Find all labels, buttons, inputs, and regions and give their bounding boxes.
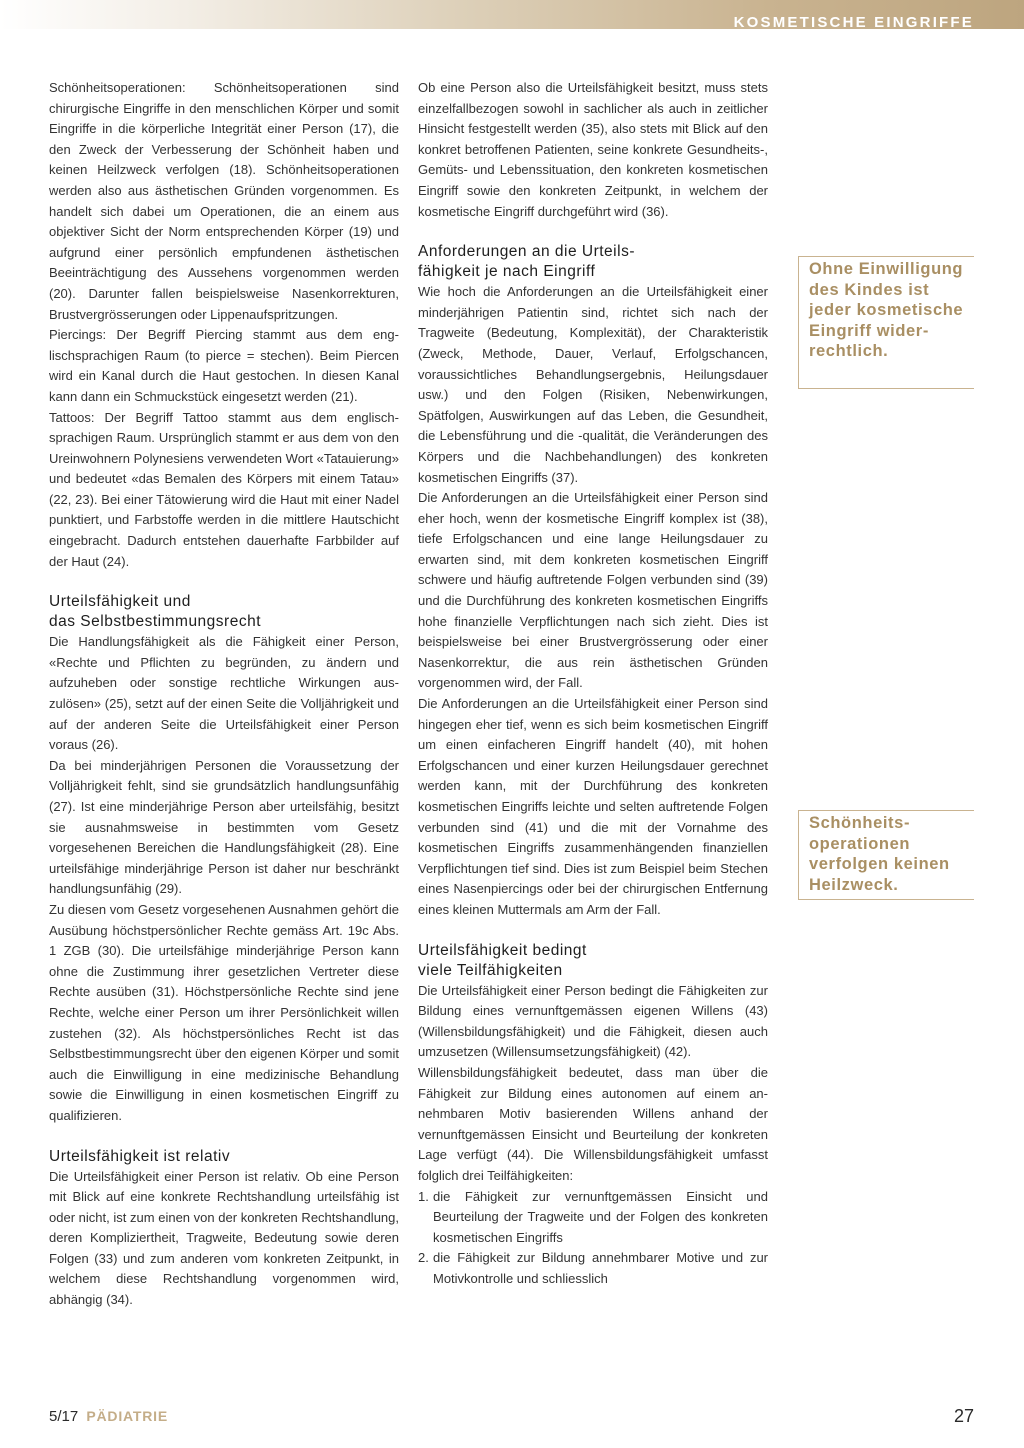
- page-number: 27: [953, 1406, 974, 1426]
- paragraph-handlungsfaehigkeit: Die Handlungsfähigkeit als die Fähigkeit einer Person, «Rechte und Pflichten zu begründen, zu ändern und aufzuheben oder sonstige rechtliche Wirkungen auszulösen» (25), setzt auf der einen Seite die Volljährigkeit und auf der anderen Seite die Urteilsfähigkeit einer Person voraus (26).: [49, 634, 399, 753]
- left-column: [49, 78, 399, 1311]
- paragraph-willensbildung: Die Urteilsfähigkeit einer Person bedingt die Fähigkeiten zur Bildung eines vernunftgemässen eigenen Willens (43) (Willensbildungsfähigkeit) und die Fähigkeit, diesen auch umzusetzen (Willensumsetzungsfähigkeit) (42).: [418, 982, 768, 1060]
- pull-quote-einwilligung: Ohne Einwilligung des Kindes ist jeder kosmetische Eingriff widerrechtlich.: [798, 256, 974, 389]
- paragraph-relativ: Die Urteilsfähigkeit einer Person ist relativ. Ob eine Person mit Blick auf eine konkrete Rechtshandlung urteilsfähig ist oder nicht, ist zum einen von der konkreten Rechtshandlung, deren Kompliziertheit, Tragweite, Bedeutung sowie deren Folgen (33) und zum anderen vom konkreten Zeitpunkt, in welchem diese Rechtshandlung vorgenommen wird, abhängig (34).: [49, 1168, 399, 1308]
- issue-number: 5/17: [49, 1408, 79, 1425]
- paragraph-willensbildungsfaehigkeit: Willensbildungsfähigkeit bedeutet, dass man über die Fähigkeit zur Bildung eines autonomen auf einem annehmbaren Motiv basierenden Willens anhand der vernunftgemässen Einsicht und Beurteilung der konkreten Lage verfügt (44). Die Willensbildungsfähigkeit umfasst folglich drei Teilfähigkeiten:: [418, 1064, 768, 1183]
- right-column: [418, 78, 768, 1289]
- paragraph-minderjaehrige: Da bei minderjährigen Personen die Voraussetzung der Volljährigkeit fehlt, sind sie grundsätzlich handlungsunfähig (27). Ist eine minderjährige Person aber urteilsfähig, besitzt sie ausnahmsweise in bestimmten vom Gesetz vorgesehenen Bereichen die Handlungsfähigkeit (28). Eine urteilsfähige minderjährige Person ist daher nur beschränkt handlungsunfähig (29).: [49, 757, 399, 897]
- section-title: KOSMETISCHE EINGRIFFE: [733, 14, 974, 31]
- pull-quote-heilzweck: Schönheitsoperationen verfolgen keinen Heilzweck.: [798, 810, 974, 900]
- heading-line: fähigkeit je nach Eingriff: [418, 263, 596, 281]
- paragraph-tragweite: Wie hoch die Anforderungen an die Urteilsfähigkeit einer minderjährigen Patientin sind, richtet sich nach der Tragweite (Bedeutung, Komplexität), der Charakteristik (Zweck, Methode, Dauer, Verlauf, Erfolgschancen, voraussichtliches Behandlungsergebnis, Heilungsdauer usw.) und den Folgen (Risiken, Nebenwirkungen, Spätfolgen, Auswirkungen auf das Leben, die Gesundheit, die Lebensführung und die -qualität, die Veränderungen des Körpers und die Nachbehandlungen) des konkreten kosmetischen Eingriffs (37).: [418, 284, 768, 485]
- list-item: [418, 1248, 768, 1289]
- heading-line: Anforderungen an die Urteils-: [418, 243, 635, 261]
- heading-anforderungen: [418, 242, 768, 282]
- paragraph-tattoos: Tattoos: Der Begriff Tattoo stammt aus dem englischsprachigen Raum. Ursprünglich stammt er aus dem von den Ureinwohnern Polynesiens verwendeten Wort «Tatauierung» und bedeutet «das Bemalen des Körpers mit einem Tatau» (22, 23). Bei einer Tätowierung wird die Haut mit einer Nadel punktiert, und Farbstoffe werden in die mittlere Hautschicht eingebracht. Dadurch entstehen dauerhafte Farbbilder auf der Haut (24).: [49, 409, 399, 569]
- heading-urteilsfaehigkeit-relativ: Urteilsfähigkeit ist relativ: [49, 1147, 231, 1165]
- paragraph-piercings: Piercings: Der Begriff Piercing stammt aus dem englischsprachigen Raum (to pierce = stechen). Beim Piercen wird ein Kanal durch die Haut gestochen. In diesen Kanal kann dann ein Schmuckstück eingesetzt werden (21).: [49, 327, 399, 404]
- paragraph-schoenheitsoperationen: Schönheitsoperationen: Schönheitsoperationen sind chirurgische Eingriffe in den menschlichen Körper und somit Eingriffe in die körperliche Integrität einer Person (17), die den Zweck der Verbesserung der Schönheit haben und keinen Heilzweck verfolgen (18). Schönheitsoperationen werden also aus ästhetischen Gründen vorgenommen. Es handelt sich dabei um Operationen, die an einem aus objektiver Sicht der Norm entsprechenden Körper (19) und aufgrund einer persönlich empfundenen ästhetischen Beeinträchtigung des Aussehens vorgenommen werden (20). Darunter fallen beispielsweise Nasenkorrekturen, Brustvergrösserungen oder Lippenaufspritzungen.: [49, 80, 399, 322]
- footer-issue: [49, 1408, 168, 1425]
- list-number: 1.: [418, 1188, 429, 1204]
- paragraph-anforderungen-tief: Die Anforderungen an die Urteilsfähigkeit einer Person sind hingegen eher tief, wenn es sich beim kosmetischen Eingriff um einen einfacheren Eingriff handelt (40), mit hohen Erfolgschancen und einer kurzen Heilungsdauer gerechnet werden kann, mit der Durchführung des konkreten kosmetischen Eingriffs leichte und selten auftretende Folgen verbunden sind (41) und die mit der Vornahme des kosmetischen Eingriffs zusammenhängenden finanziellen Verpflichtungen tief sind. Dies ist zum Beispiel beim Stechen eines Nasenpiercings oder bei der chirurgischen Entfernung eines kleinen Muttermals am Arm der Fall.: [418, 696, 768, 917]
- list-number: 2.: [418, 1250, 429, 1266]
- heading-line: Urteilsfähigkeit und: [49, 593, 191, 611]
- journal-logo: PÄDIATRIE: [86, 1408, 168, 1424]
- list-text: die Fähigkeit zur Bildung annehmbarer Motive und zur Motivkontrolle und schliesslich: [433, 1250, 768, 1286]
- heading-line: viele Teilfähigkeiten: [418, 961, 563, 979]
- list-item: [418, 1187, 768, 1249]
- teilfaehigkeiten-list: [418, 1187, 768, 1290]
- paragraph-hoechstpersoenliche-rechte: Zu diesen vom Gesetz vorgesehenen Ausnahmen gehört die Ausübung höchstpersönlicher Rechte gemäss Art. 19c Abs. 1 ZGB (30). Die urteilsfähige minderjährige Person kann ohne die Zustimmung ihrer gesetzlichen Vertreter diese Rechte ausüben (31). Höchstpersönliche Rechte sind jene Rechte, welche einer Person um ihrer Persönlichkeit willen zustehen (32). Als höchstpersönliches Recht ist das Selbstbestimmungsrecht über den eigenen Körper und somit auch die Einwilligung in eine medizinische Behandlung sowie die Einwilligung in einen kosmetischen Eingriff zu qualifizieren.: [49, 901, 399, 1123]
- heading-line: Urteilsfähigkeit bedingt: [418, 941, 587, 959]
- heading-line: das Selbstbestimmungsrecht: [49, 613, 262, 631]
- heading-teilfaehigkeiten: [418, 941, 768, 981]
- header-bar: [0, 0, 1024, 29]
- list-text: die Fähigkeit zur vernunftgemässen Einsicht und Beurteilung der Tragweite und der Folgen des konkreten kosmetischen Eingriffs: [433, 1188, 768, 1245]
- heading-urteilsfaehigkeit-selbstbestimmung: [49, 592, 399, 632]
- paragraph-anforderungen-hoch: Die Anforderungen an die Urteilsfähigkeit einer Person sind eher hoch, wenn der kosmetische Eingriff komplex ist (38), tiefe Erfolgschancen und eine lange Heilungsdauer zu erwarten sind, mit dem konkreten kosmetischen Eingriff schwere und häufig auftretende Folgen verbunden sind (39) und die Durchführung des konkreten kosmetischen Eingriffs hohe finanzielle Verpflichtungen nach sich zieht. Dies ist beispielsweise bei einer Brustvergrösserung oder einer Nasenkorrektur, die aus rein ästhetischen Gründen vorgenommen wird, der Fall.: [418, 490, 768, 691]
- paragraph-einzelfall: Ob eine Person also die Urteilsfähigkeit besitzt, muss stets einzelfallbezogen sowohl in sachlicher als auch in zeitlicher Hinsicht festgestellt werden (35), also stets mit Blick auf den konkret betroffenen Patienten, seine konkrete Gesundheits-, Gemüts- und Lebenssituation, den konkreten kosmetischen Eingriff sowie den konkreten Zeitpunkt, in welchem der kosmetische Eingriff durchgeführt wird (36).: [418, 80, 768, 219]
